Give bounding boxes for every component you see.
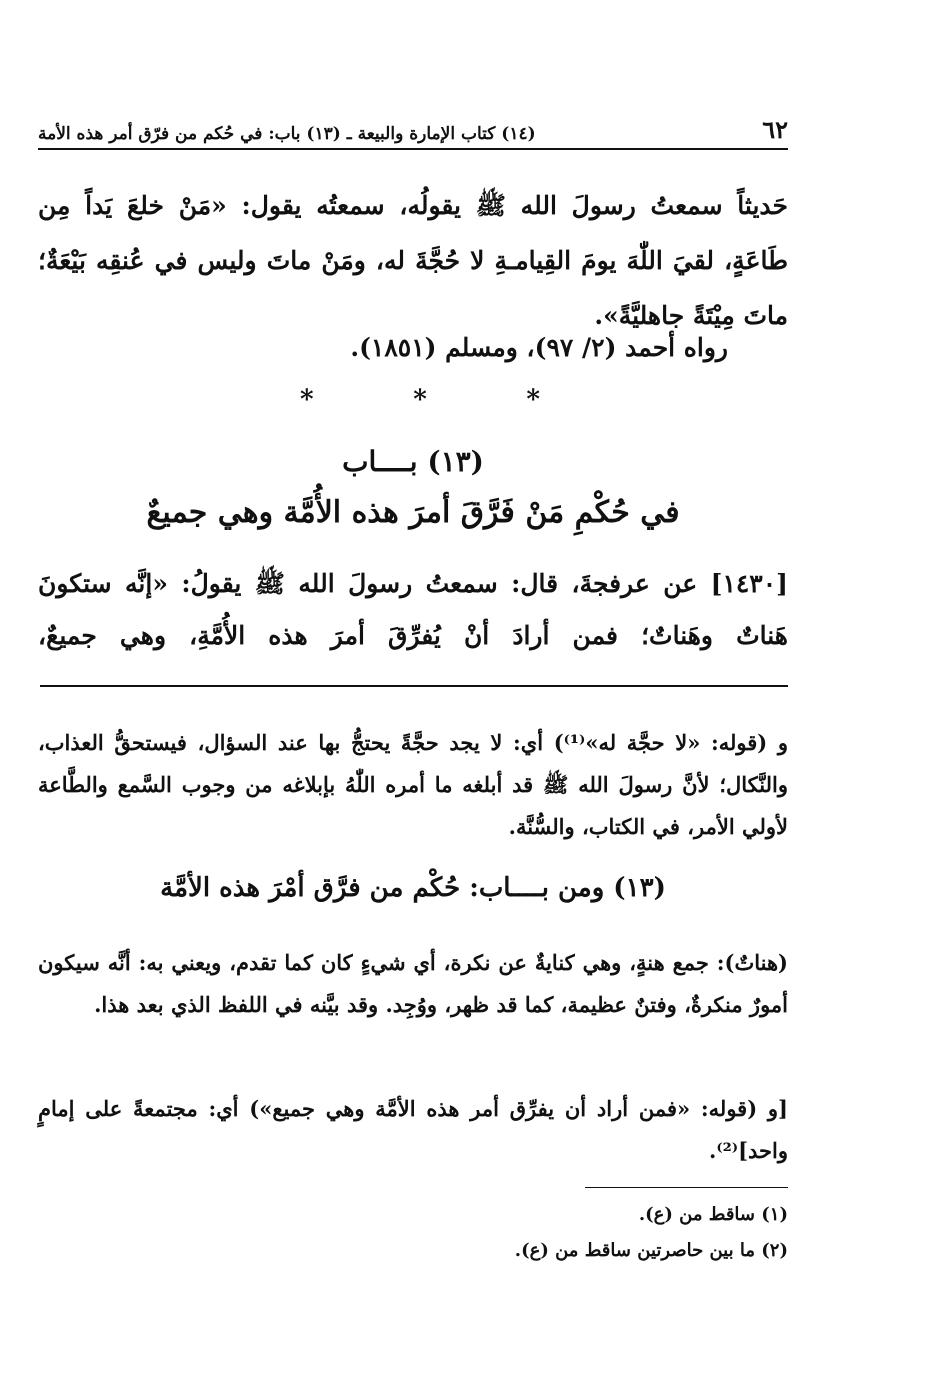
footnote-2: (٢) ما بين حاصرتين ساقط من (ع). bbox=[514, 1240, 788, 1261]
text-commentary-divider bbox=[40, 685, 788, 687]
commentary-paragraph: و (قوله: «لا حجَّة له»⁽¹⁾) أي: لا يجد حجَّةً يحتجُّ بها عند السؤال، فيستحقُّ العذاب، والنَّكال؛ لأنَّ رسولَ الله ﷺ قد أبلغه ما أمره اللّٰهُ بإبلاغه من وجوب السَّمع والطَّاعة لأولي الأمر، في الكتاب، والسُّنَّة. bbox=[38, 730, 788, 839]
running-title: (١٤) كتاب الإمارة والبيعة ـ (١٣) باب: في حُكم من فرّق أمر هذه الأمة bbox=[38, 124, 536, 144]
footnote-1: (١) ساقط من (ع). bbox=[638, 1204, 788, 1225]
separator-star: * bbox=[300, 385, 314, 415]
hadith-1430: [١٤٣٠] عن عرفجةَ، قال: سمعتُ رسولَ الله ﷺ يقولُ: «إنَّه ستكونَ هَناتٌ وهَناتٌ؛ فمن أرادَ أنْ يُفرِّقَ أمرَ هذه الأُمَّةِ، وهي جميعٌ، bbox=[38, 569, 788, 650]
page-header bbox=[38, 108, 788, 150]
commentary-paragraph: [و (قوله: «فمن أراد أن يفرِّق أمر هذه الأمَّة وهي جميع») أي: مجتمعةً على إمامٍ واحد]⁽²⁾. bbox=[38, 1096, 788, 1163]
separator-star: * bbox=[413, 385, 427, 415]
commentary-paragraph: (هناتٌ): جمع هنةٍ، وهي كنايةٌ عن نكرة، أي شيءٍ كان كما تقدم، ويعني به: أنَّه سيكون أمورٌ منكرةٌ، وفتنٌ عظيمة، كما قد ظهر، ووُجِد. وقد بيَّنه في اللفظ الذي بعد هذا. bbox=[38, 950, 788, 1017]
separator-star: * bbox=[526, 385, 540, 415]
page-number: ٦٢ bbox=[762, 115, 788, 144]
footnotes bbox=[38, 1197, 788, 1269]
section-separator bbox=[300, 385, 540, 415]
hadith-source: رواه أحمد (٢/ ٩٧)، ومسلم (١٨٥١). bbox=[350, 333, 728, 362]
footnote-divider bbox=[585, 1187, 788, 1188]
chapter-title: في حُكْمِ مَنْ فَرَّقَ أمرَ هذه الأُمَّة وهي جميعٌ bbox=[146, 495, 680, 530]
chapter-number: (١٣) بــــاب bbox=[342, 445, 484, 478]
commentary-heading: (١٣) ومن بــــاب: حُكْم من فرَّق أمْرَ هذه الأمَّة bbox=[160, 873, 666, 903]
hadith-continuation: حَديثاً سمعتُ رسولَ الله ﷺ يقولُه، سمعتُه يقول: «مَنْ خلعَ يَداً مِن طَاعَةٍ، لقيَ اللّٰهَ يومَ القِيامـةِ لا حُجَّةَ له، ومَنْ ماتَ وليس في عُنقِه بَيْعَةٌ؛ ماتَ مِيْتَةً جاهليَّةً». bbox=[38, 191, 788, 330]
